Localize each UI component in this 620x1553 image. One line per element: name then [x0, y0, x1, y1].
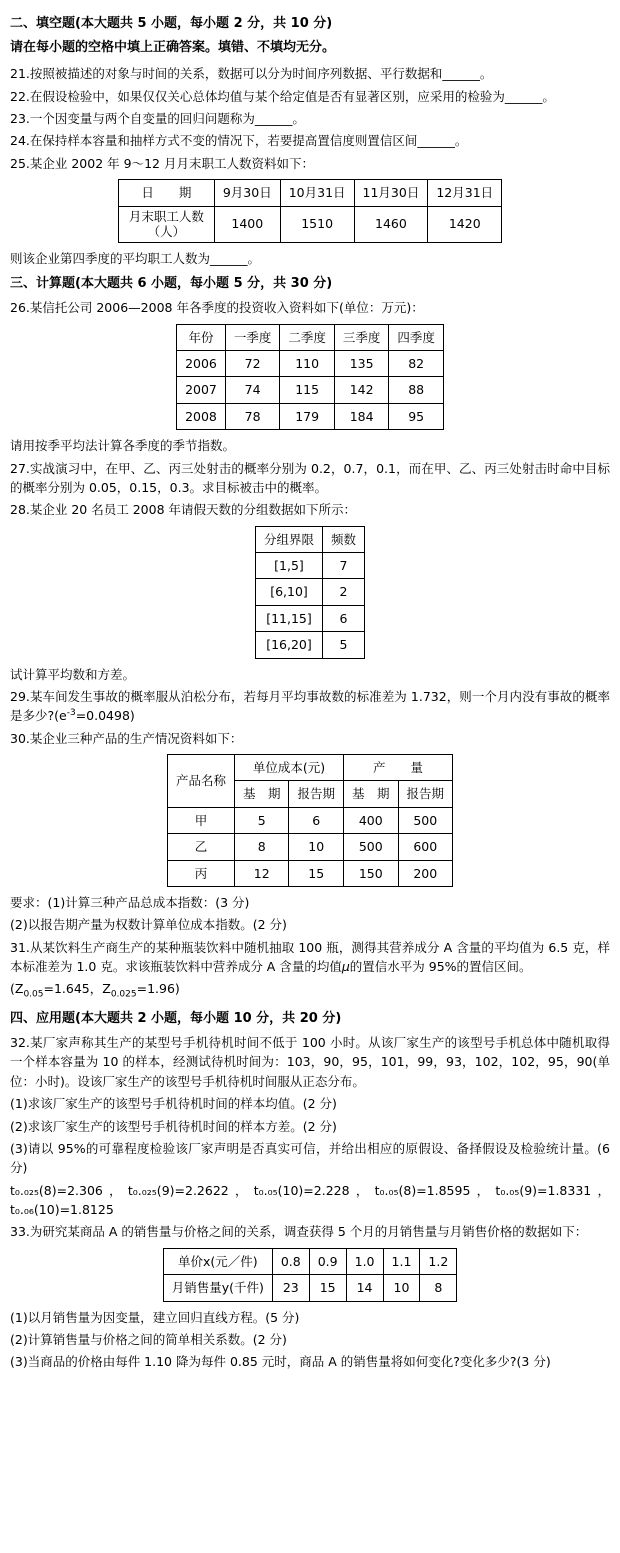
q30-header-output: 产 量	[344, 755, 453, 781]
question-29-part2: =0.0498)	[75, 708, 135, 724]
q25-header-3: 11月30日	[354, 180, 428, 206]
question-33: 33.为研究某商品 A 的销售量与价格之间的关系，调查获得 5 个月的月销售量与月销售价格的数据如下：	[10, 1224, 588, 1240]
question-32-part-3: (3)请以 95%的可靠程度检验该厂家声明是否真实可信，并给出相应的原假设、备择假设及检验统计量。(6 分)	[10, 1140, 610, 1176]
q28-r3-c1: 5	[323, 632, 365, 658]
q28-header-0: 分组界限	[255, 526, 322, 552]
table-row	[118, 180, 501, 206]
question-25-table-wrap	[10, 179, 610, 243]
q33-row1-c3: 1.1	[383, 1248, 420, 1274]
q33-row2-c0: 23	[272, 1275, 309, 1301]
q30-r0-c2: 6	[289, 807, 344, 833]
q30-sub-2: 基 期	[344, 781, 399, 807]
q25-value-0: 1400	[214, 206, 280, 242]
q33-row2-c1: 15	[309, 1275, 346, 1301]
question-21: 21.按照被描述的对象与时间的关系，数据可以分为时间序列数据、平行数据和______。	[10, 66, 493, 82]
q26-r0-c3: 135	[334, 351, 389, 377]
q33-row1-label: 单价x(元／件)	[163, 1248, 272, 1274]
q28-header-1: 频数	[323, 526, 365, 552]
question-25: 25.某企业 2002 年 9～12 月月末职工人数资料如下：	[10, 155, 314, 171]
question-26-table-wrap	[10, 324, 610, 431]
question-28-table-wrap	[10, 526, 610, 659]
question-29	[10, 687, 610, 726]
question-28-table	[255, 526, 365, 659]
question-23: 23.一个因变量与两个自变量的回归问题称为______。	[10, 111, 305, 127]
question-33-part-1: (1)以月销售量为因变量，建立回归直线方程。(5 分)	[10, 1309, 300, 1325]
q30-header-cost: 单位成本(元)	[234, 755, 343, 781]
q30-r1-c0: 乙	[167, 834, 234, 860]
q28-r1-c0: [6,10]	[255, 579, 322, 605]
question-32-part-1: (1)求该厂家生产的该型号手机待机时间的样本均值。(2 分)	[10, 1096, 337, 1112]
q26-r2-c0: 2008	[177, 403, 226, 429]
table-row	[177, 403, 444, 429]
q33-row1-c4: 1.2	[420, 1248, 457, 1274]
q25-header-4: 12月31日	[428, 180, 502, 206]
table-row	[255, 553, 364, 579]
table-row	[255, 526, 364, 552]
q28-r2-c0: [11,15]	[255, 605, 322, 631]
question-26-after: 请用按季平均法计算各季度的季节指数。	[10, 438, 236, 454]
q25-header-2: 10月31日	[280, 180, 354, 206]
q30-r1-c3: 500	[344, 834, 399, 860]
q30-r0-c1: 5	[234, 807, 289, 833]
q25-value-3: 1420	[428, 206, 502, 242]
question-27: 27.实战演习中，在甲、乙、丙三处射击的概率分别为 0.2，0.7，0.1，而在甲、乙、丙三处射击时命中目标的概率分别为 0.05，0.15，0.3。求目标被击中的概率。	[10, 460, 610, 495]
question-31-part-a: 31.从某饮料生产商生产的某种瓶装饮料中随机抽取 100 瓶，测得其营养成分 A 含量的平均值为 6.5 克，样本标准差为 1.0 克。求该瓶装饮料中营养成分 A 含量的均值	[10, 939, 610, 975]
q30-r0-c3: 400	[344, 807, 399, 833]
q30-r2-c4: 200	[398, 860, 453, 886]
q31-note-c: =1.96)	[136, 981, 180, 997]
q28-r1-c1: 2	[323, 579, 365, 605]
question-29-part1: 29.某车间发生事故的概率服从泊松分布，若每月平均事故数的标准差为 1.732，则一个月内没有事故的概率是多少?(e	[10, 688, 610, 724]
q30-r2-c2: 15	[289, 860, 344, 886]
question-30-table	[167, 754, 453, 887]
question-31	[10, 938, 610, 977]
q26-r0-c1: 72	[225, 351, 280, 377]
q25-row-label: 月末职工人数 （人）	[118, 206, 214, 242]
q31-note-sub2: 0.025	[110, 989, 137, 1000]
table-row	[177, 351, 444, 377]
question-26-table	[176, 324, 444, 431]
q30-sub-0: 基 期	[234, 781, 289, 807]
question-28-after: 试计算平均数和方差。	[10, 666, 136, 682]
question-31-mu: μ	[341, 959, 350, 975]
question-30-requirement-1: 要求：(1)计算三种产品总成本指数：(3 分)	[10, 894, 250, 910]
table-row	[163, 1248, 457, 1274]
q26-r2-c1: 78	[225, 403, 280, 429]
q26-r1-c2: 115	[280, 377, 335, 403]
question-33-table-wrap	[10, 1248, 610, 1302]
q28-r0-c1: 7	[323, 553, 365, 579]
q30-r2-c0: 丙	[167, 860, 234, 886]
q26-header-0: 年份	[177, 324, 226, 350]
q26-header-1: 一季度	[225, 324, 280, 350]
q26-r1-c4: 88	[389, 377, 444, 403]
q26-r0-c0: 2006	[177, 351, 226, 377]
question-32-part-2: (2)求该厂家生产的该型号手机待机时间的样本方差。(2 分)	[10, 1118, 337, 1134]
q30-r1-c4: 600	[398, 834, 453, 860]
q25-value-1: 1510	[280, 206, 354, 242]
q30-r0-c0: 甲	[167, 807, 234, 833]
question-33-part-3: (3)当商品的价格由每件 1.10 降为每件 0.85 元时，商品 A 的销售量将如何变化?变化多少?(3 分)	[10, 1354, 551, 1370]
question-33-table	[163, 1248, 458, 1302]
table-row	[163, 1275, 457, 1301]
question-24: 24.在保持样本容量和抽样方式不变的情况下，若要提高置信度则置信区间______。	[10, 133, 468, 149]
q26-r1-c3: 142	[334, 377, 389, 403]
q28-r2-c1: 6	[323, 605, 365, 631]
q30-r0-c4: 500	[398, 807, 453, 833]
q26-r0-c2: 110	[280, 351, 335, 377]
question-25-after: 则该企业第四季度的平均职工人数为______。	[10, 250, 261, 266]
q26-header-3: 三季度	[334, 324, 389, 350]
question-29-exponent: -3	[66, 708, 76, 719]
table-row	[255, 605, 364, 631]
table-row	[255, 632, 364, 658]
question-30: 30.某企业三种产品的生产情况资料如下：	[10, 730, 243, 746]
q30-sub-1: 报告期	[289, 781, 344, 807]
q33-row2-c2: 14	[346, 1275, 383, 1301]
q30-r1-c1: 8	[234, 834, 289, 860]
q25-header-1: 9月30日	[214, 180, 280, 206]
question-31-note	[10, 979, 610, 1002]
q26-r2-c4: 95	[389, 403, 444, 429]
q30-header-name: 产品名称	[167, 755, 234, 808]
table-row	[167, 834, 452, 860]
question-26: 26.某信托公司 2006—2008 年各季度的投资收入资料如下(单位：万元)：	[10, 300, 424, 316]
section-3-heading: 三、计算题(本大题共 6 小题，每小题 5 分，共 30 分)	[10, 276, 333, 292]
q33-row1-c2: 1.0	[346, 1248, 383, 1274]
q33-row1-c0: 0.8	[272, 1248, 309, 1274]
q30-r2-c3: 150	[344, 860, 399, 886]
table-row	[118, 206, 501, 242]
q25-header-0: 日 期	[118, 180, 214, 206]
question-32-t-values: t₀.₀₂₅(8)=2.306，t₀.₀₂₅(9)=2.2622，t₀.₀₅(10)=2.228，t₀.₀₅(8)=1.8595，t₀.₀₅(9)=1.8331，t₀.₀₆(10)=1.8125	[10, 1182, 610, 1217]
q33-row2-c3: 10	[383, 1275, 420, 1301]
question-30-requirement-2: (2)以报告期产量为权数计算单位成本指数。(2 分)	[10, 917, 287, 933]
q26-header-4: 四季度	[389, 324, 444, 350]
table-row	[167, 807, 452, 833]
q33-row2-label: 月销售量y(千件)	[163, 1275, 272, 1301]
q31-note-a: (Z	[10, 981, 24, 997]
section-2-subheading: 请在每小题的空格中填上正确答案。填错、不填均无分。	[10, 40, 336, 56]
q31-note-b: =1.645，Z	[43, 981, 111, 997]
table-row	[167, 860, 452, 886]
q30-r2-c1: 12	[234, 860, 289, 886]
q26-r0-c4: 82	[389, 351, 444, 377]
table-row	[177, 377, 444, 403]
question-30-table-wrap	[10, 754, 610, 887]
question-22: 22.在假设检验中，如果仅仅关心总体均值与某个给定值是否有显著区别，应采用的检验为______。	[10, 88, 555, 104]
q33-row2-c4: 8	[420, 1275, 457, 1301]
question-32: 32.某厂家声称其生产的某型号手机待机时间不低于 100 小时。从该厂家生产的该型号手机总体中随机取得一个样本容量为 10 的样本，经测试待机时间为：103，90，95，101，99，93，102，102，95，90(单位：小时)。设该厂家生产的该型号手机待机时间服从正态分布。	[10, 1035, 610, 1089]
table-row	[177, 324, 444, 350]
q33-row1-c1: 0.9	[309, 1248, 346, 1274]
q26-r1-c0: 2007	[177, 377, 226, 403]
question-31-part-b: 的置信水平为 95%的置信区间。	[349, 959, 532, 975]
q26-header-2: 二季度	[280, 324, 335, 350]
q30-sub-3: 报告期	[398, 781, 453, 807]
q26-r1-c1: 74	[225, 377, 280, 403]
q26-r2-c3: 184	[334, 403, 389, 429]
q28-r0-c0: [1,5]	[255, 553, 322, 579]
question-33-part-2: (2)计算销售量与价格之间的简单相关系数。(2 分)	[10, 1331, 287, 1347]
q28-r3-c0: [16,20]	[255, 632, 322, 658]
question-28: 28.某企业 20 名员工 2008 年请假天数的分组数据如下所示：	[10, 502, 356, 518]
question-25-table	[118, 179, 502, 243]
q25-value-2: 1460	[354, 206, 428, 242]
q30-r1-c2: 10	[289, 834, 344, 860]
table-row	[255, 579, 364, 605]
table-row	[167, 755, 452, 781]
section-2-heading: 二、填空题(本大题共 5 小题，每小题 2 分，共 10 分)	[10, 16, 333, 31]
q26-r2-c2: 179	[280, 403, 335, 429]
section-4-heading: 四、应用题(本大题共 2 小题，每小题 10 分，共 20 分)	[10, 1010, 342, 1026]
q31-note-sub1: 0.05	[23, 989, 44, 1000]
